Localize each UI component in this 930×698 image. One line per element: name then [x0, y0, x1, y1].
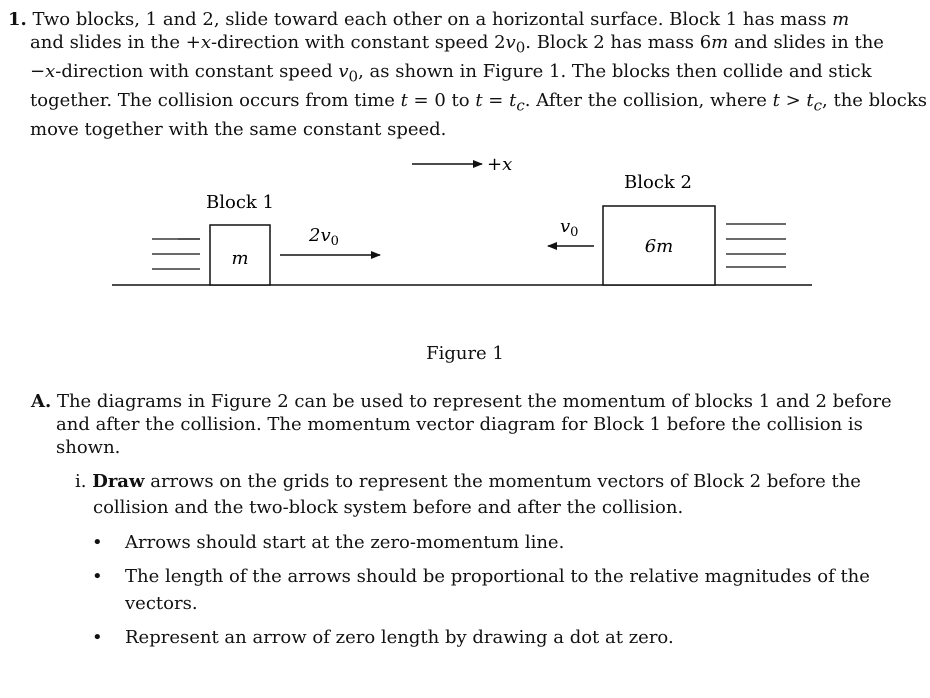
block-1-motion-lines [152, 239, 200, 269]
part-a-i-text [75, 469, 895, 521]
bullet-item [92, 624, 892, 651]
bullet-item [92, 563, 892, 617]
bullet-dot: • [92, 566, 103, 587]
bullet-text: The length of the arrows should be proportional to the relative magnitudes of the [125, 566, 870, 587]
block-2-motion-lines [726, 224, 786, 267]
part-a-label: A. [31, 391, 52, 412]
bullet-text: Represent an arrow of zero length by drawing a dot at zero. [125, 627, 674, 648]
part-a-line-3: shown. [56, 437, 121, 459]
bullet-text: vectors. [125, 593, 198, 614]
question-line-5: move together with the same constant speed. [30, 118, 447, 140]
draw-keyword: Draw [92, 471, 145, 492]
positive-x-label: +x [487, 154, 513, 175]
bullet-text: Arrows should start at the zero-momentum line. [125, 532, 565, 553]
block-1-velocity-label: $2v_0$ [309, 225, 339, 249]
question-number: 1. [8, 9, 27, 30]
block-1-mass: m [231, 248, 249, 269]
part-a-i-label: i. [75, 471, 87, 492]
question-line-3: −x-direction with constant speed $v_0$, as shown in Figure 1. The blocks then collide and stick [30, 61, 872, 86]
block-2-label: Block 2 [624, 172, 692, 193]
part-a-i-line-2: collision and the two-block system before and after the collision. [93, 497, 684, 518]
part-a-line-1: A. The diagrams in Figure 2 can be used to represent the momentum of blocks 1 and 2 before [31, 391, 892, 412]
block-1-label: Block 1 [206, 192, 274, 213]
question-line-2: and slides in the +x-direction with constant speed $2v_0$. Block 2 has mass 6m and slides in the [30, 32, 884, 57]
part-a-line-2: and after the collision. The momentum vector diagram for Block 1 before the collision is [56, 414, 863, 436]
bullet-item [92, 529, 892, 556]
block-2-velocity-label: $v_0$ [560, 216, 579, 240]
block-2-mass: 6m [644, 236, 674, 257]
part-a-i-line-1: i. Draw arrows on the grids to represent the momentum vectors of Block 2 before the [75, 471, 861, 492]
figure-1-caption: Figure 1 [426, 343, 504, 364]
part-a-text [31, 390, 911, 460]
question-line-1: 1. Two blocks, 1 and 2, slide toward each other on a horizontal surface. Block 1 has mass m [8, 9, 850, 30]
bullet-dot: • [92, 627, 103, 648]
bullet-dot: • [92, 532, 103, 553]
question-line-4: together. The collision occurs from time t = 0 to $t = t_c$. After the collision, where $t > t_c$, the blocks [30, 89, 928, 115]
